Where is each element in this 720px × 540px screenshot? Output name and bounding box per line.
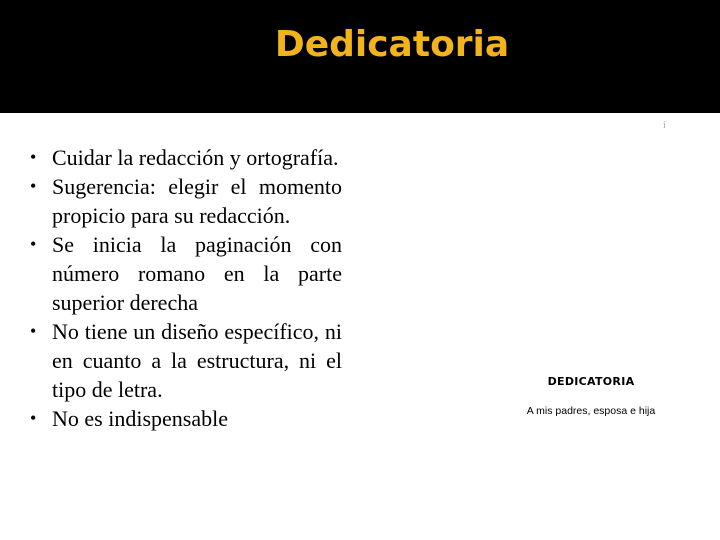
bullet-dot-icon: • (30, 176, 37, 196)
bullet-text: No tiene un diseño específico, ni en cuanto a la estructura, ni el tipo de letra. (52, 319, 342, 402)
bullet-text: Cuidar la redacción y ortografía. (52, 145, 339, 170)
bullet-text: Sugerencia: elegir el momento propicio para su redacción. (52, 174, 342, 228)
example-dedication-text: A mis padres, esposa e hija (526, 405, 656, 417)
bullet-text: No es indispensable (52, 406, 228, 431)
bullet-dot-icon: • (30, 234, 37, 254)
bullet-item (30, 143, 342, 172)
bullet-item (30, 317, 342, 404)
bullet-item (30, 404, 342, 433)
bullet-dot-icon: • (30, 147, 37, 167)
bullet-item (30, 230, 342, 317)
title-bar (0, 0, 720, 113)
bullet-dot-icon: • (30, 408, 37, 428)
example-page-number: i (663, 120, 666, 131)
bullet-list (30, 143, 342, 433)
bullet-text: Se inicia la paginación con número romano en la parte superior derecha (52, 232, 342, 315)
bullet-dot-icon: • (30, 321, 37, 341)
bullet-item (30, 172, 342, 230)
slide-title: Dedicatoria (274, 24, 510, 65)
example-dedication-heading: DEDICATORIA (547, 375, 635, 388)
